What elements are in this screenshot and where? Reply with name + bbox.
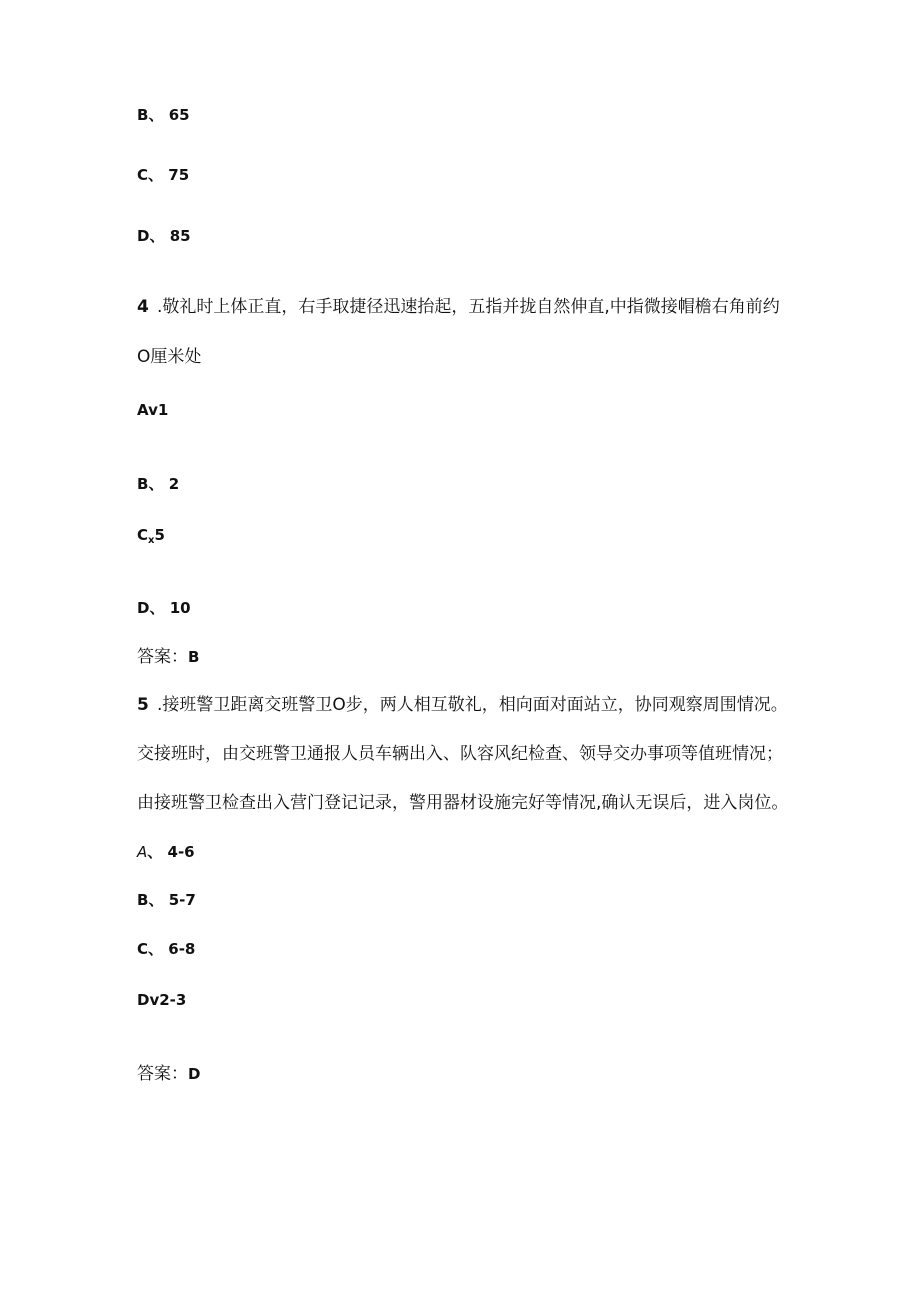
q5-option-b: B、 5-7 (137, 891, 196, 909)
q5-answer: 答案：D (137, 1064, 201, 1084)
q4-answer: 答案：B (137, 647, 200, 667)
q4-stem-line1: 4 .敬礼时上体正直，右手取捷径迅速抬起，五指并拢自然伸直,中指微接帽檐右角前约 (137, 297, 780, 317)
q3-option-c: C、 75 (137, 166, 190, 184)
q4-option-a: Av1 (137, 401, 169, 419)
q5-option-a: A、 4-6 (137, 843, 195, 861)
q5-number: 5 (137, 695, 149, 715)
q3-option-d: D、 85 (137, 227, 191, 245)
q4-number: 4 (137, 297, 149, 317)
q5-stem-line1: 5 .接班警卫距离交班警卫O步，两人相互敬礼，相向面对面站立，协同观察周围情况。 (137, 695, 788, 715)
q4-option-b: B、 2 (137, 475, 180, 493)
q4-option-d: D、 10 (137, 599, 191, 617)
q5-option-d: Dv2-3 (137, 991, 187, 1009)
q3-option-b: B、 65 (137, 106, 190, 124)
q5-stem-line3: 由接班警卫检查出入营门登记记录，警用器材设施完好等情况,确认无误后，进入岗位。 (137, 793, 789, 813)
q5-stem-line2: 交接班时，由交班警卫通报人员车辆出入、队容风纪检查、领导交办事项等值班情况； (137, 744, 783, 764)
q4-option-c: $C_x5$ (137, 526, 165, 546)
q4-stem-line2: O厘米处 (137, 347, 202, 367)
q5-option-c: C、 6-8 (137, 940, 196, 958)
